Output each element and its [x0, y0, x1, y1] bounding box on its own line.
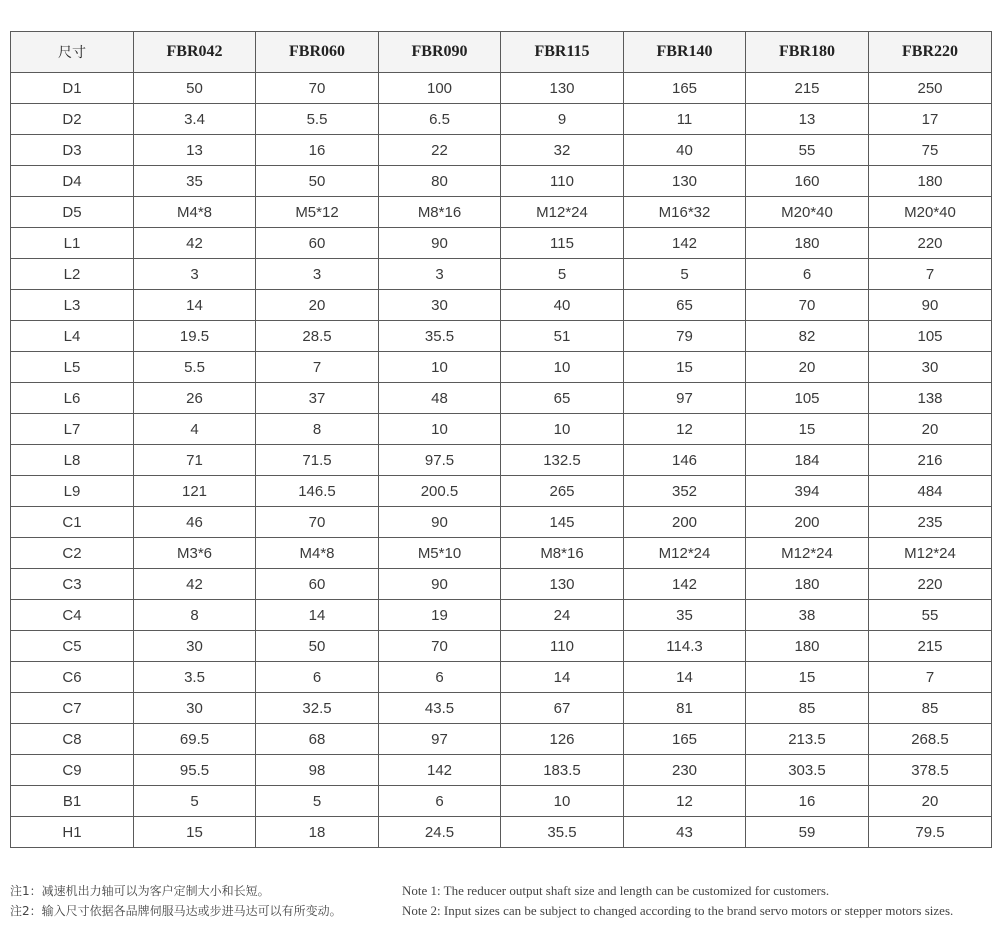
table-cell: 145 [501, 507, 624, 538]
note-en-2: Note 2: Input sizes can be subject to changed according to the brand servo motors or stepper motors sizes. [402, 903, 954, 918]
table-cell: 3 [379, 259, 501, 290]
table-body [11, 73, 992, 848]
table-cell: 142 [624, 228, 746, 259]
table-cell: 200.5 [379, 476, 501, 507]
table-cell: M12*24 [746, 538, 869, 569]
table-cell: 16 [746, 786, 869, 817]
table-cell: 65 [501, 383, 624, 414]
table-cell: 51 [501, 321, 624, 352]
table-cell: 180 [746, 228, 869, 259]
table-cell: 98 [256, 755, 379, 786]
table-cell: 352 [624, 476, 746, 507]
table-cell: 10 [379, 352, 501, 383]
header-model: FBR220 [869, 32, 992, 73]
table-cell: 3.4 [134, 104, 256, 135]
table-cell: 213.5 [746, 724, 869, 755]
header-dimension: 尺寸 [11, 32, 134, 73]
row-label: D5 [11, 197, 134, 228]
table-cell: 19.5 [134, 321, 256, 352]
table-cell: 138 [869, 383, 992, 414]
table-cell: 100 [379, 73, 501, 104]
table-cell: 146.5 [256, 476, 379, 507]
table-cell: 303.5 [746, 755, 869, 786]
table-cell: M8*16 [379, 197, 501, 228]
table-cell: 90 [379, 569, 501, 600]
table-cell: 250 [869, 73, 992, 104]
notes-english [402, 881, 953, 921]
table-cell: M5*10 [379, 538, 501, 569]
table-cell: 230 [624, 755, 746, 786]
table-cell: 9 [501, 104, 624, 135]
table-cell: 142 [379, 755, 501, 786]
table-cell: 121 [134, 476, 256, 507]
table-cell: 65 [624, 290, 746, 321]
table-cell: 5 [134, 786, 256, 817]
row-label: C2 [11, 538, 134, 569]
table-cell: 12 [624, 414, 746, 445]
table-cell: 43 [624, 817, 746, 848]
table-row [11, 290, 992, 321]
row-label: C5 [11, 631, 134, 662]
table-cell: 105 [746, 383, 869, 414]
row-label: L6 [11, 383, 134, 414]
table-cell: 130 [501, 73, 624, 104]
row-label: L7 [11, 414, 134, 445]
table-cell: 10 [379, 414, 501, 445]
table-cell: 17 [869, 104, 992, 135]
table-cell: 220 [869, 228, 992, 259]
table-cell: M4*8 [134, 197, 256, 228]
table-cell: M3*6 [134, 538, 256, 569]
row-label: C3 [11, 569, 134, 600]
table-cell: 50 [134, 73, 256, 104]
table-cell: 38 [746, 600, 869, 631]
table-cell: 55 [746, 135, 869, 166]
table-cell: 35.5 [501, 817, 624, 848]
table-cell: 71.5 [256, 445, 379, 476]
header-model: FBR090 [379, 32, 501, 73]
header-model: FBR042 [134, 32, 256, 73]
table-cell: 20 [869, 414, 992, 445]
notes-chinese [10, 881, 342, 921]
table-cell: 5.5 [256, 104, 379, 135]
table-row [11, 228, 992, 259]
table-row [11, 135, 992, 166]
table-cell: 10 [501, 786, 624, 817]
table-cell: 24 [501, 600, 624, 631]
note-en-1: Note 1: The reducer output shaft size and length can be customized for customers. [402, 883, 830, 898]
table-cell: 42 [134, 228, 256, 259]
table-cell: 10 [501, 414, 624, 445]
table-row [11, 259, 992, 290]
row-label: B1 [11, 786, 134, 817]
table-cell: 8 [134, 600, 256, 631]
table-cell: 15 [134, 817, 256, 848]
table-cell: 15 [624, 352, 746, 383]
row-label: L1 [11, 228, 134, 259]
table-cell: 82 [746, 321, 869, 352]
dimension-table [10, 31, 992, 848]
table-cell: 146 [624, 445, 746, 476]
table-cell: 142 [624, 569, 746, 600]
row-label: H1 [11, 817, 134, 848]
table-cell: 67 [501, 693, 624, 724]
table-cell: 30 [869, 352, 992, 383]
table-cell: 69.5 [134, 724, 256, 755]
table-cell: 7 [869, 662, 992, 693]
row-label: D4 [11, 166, 134, 197]
row-label: L8 [11, 445, 134, 476]
table-cell: 3.5 [134, 662, 256, 693]
row-label: C7 [11, 693, 134, 724]
table-cell: 180 [746, 631, 869, 662]
table-row [11, 197, 992, 228]
table-row [11, 507, 992, 538]
table-cell: 184 [746, 445, 869, 476]
table-cell: 20 [746, 352, 869, 383]
table-cell: 35 [134, 166, 256, 197]
table-cell: 180 [746, 569, 869, 600]
table-cell: 5 [501, 259, 624, 290]
table-row [11, 73, 992, 104]
table-cell: M12*24 [624, 538, 746, 569]
table-cell: 60 [256, 569, 379, 600]
table-row [11, 724, 992, 755]
table-cell: 97 [379, 724, 501, 755]
table-cell: 28.5 [256, 321, 379, 352]
table-cell: 14 [134, 290, 256, 321]
table-cell: 30 [134, 631, 256, 662]
table-cell: 70 [379, 631, 501, 662]
table-row [11, 662, 992, 693]
table-cell: 268.5 [869, 724, 992, 755]
row-label: D1 [11, 73, 134, 104]
table-cell: 24.5 [379, 817, 501, 848]
table-cell: 14 [501, 662, 624, 693]
table-cell: 6 [746, 259, 869, 290]
table-cell: 5.5 [134, 352, 256, 383]
table-cell: 16 [256, 135, 379, 166]
row-label: C8 [11, 724, 134, 755]
table-cell: 165 [624, 724, 746, 755]
table-cell: 79 [624, 321, 746, 352]
table-cell: 110 [501, 166, 624, 197]
table-cell: 80 [379, 166, 501, 197]
table-cell: 46 [134, 507, 256, 538]
table-cell: 95.5 [134, 755, 256, 786]
table-row [11, 166, 992, 197]
table-cell: 70 [746, 290, 869, 321]
table-cell: 19 [379, 600, 501, 631]
table-cell: 50 [256, 631, 379, 662]
header-model: FBR060 [256, 32, 379, 73]
table-cell: 90 [869, 290, 992, 321]
note-cn-1: 注1：减速机出力轴可以为客户定制大小和长短。 [10, 884, 270, 898]
table-cell: 15 [746, 662, 869, 693]
table-row [11, 786, 992, 817]
table-cell: 81 [624, 693, 746, 724]
header-model: FBR115 [501, 32, 624, 73]
table-row [11, 352, 992, 383]
table-row [11, 693, 992, 724]
table-cell: 11 [624, 104, 746, 135]
table-cell: 59 [746, 817, 869, 848]
table-cell: 4 [134, 414, 256, 445]
table-cell: 12 [624, 786, 746, 817]
table-row [11, 817, 992, 848]
table-row [11, 383, 992, 414]
row-label: L3 [11, 290, 134, 321]
table-cell: 215 [869, 631, 992, 662]
table-cell: 85 [746, 693, 869, 724]
table-header [11, 32, 992, 73]
row-label: D3 [11, 135, 134, 166]
row-label: L9 [11, 476, 134, 507]
table-cell: 60 [256, 228, 379, 259]
table-cell: M20*40 [869, 197, 992, 228]
table-cell: 70 [256, 507, 379, 538]
table-cell: 14 [624, 662, 746, 693]
table-cell: M12*24 [869, 538, 992, 569]
table-cell: M12*24 [501, 197, 624, 228]
table-cell: 32 [501, 135, 624, 166]
table-cell: 22 [379, 135, 501, 166]
table-cell: 35.5 [379, 321, 501, 352]
table-row [11, 600, 992, 631]
table-cell: 55 [869, 600, 992, 631]
table-cell: M4*8 [256, 538, 379, 569]
table-cell: M16*32 [624, 197, 746, 228]
table-cell: 50 [256, 166, 379, 197]
table-cell: 6 [379, 662, 501, 693]
table-cell: 378.5 [869, 755, 992, 786]
table-row [11, 414, 992, 445]
table-cell: M5*12 [256, 197, 379, 228]
table-cell: 114.3 [624, 631, 746, 662]
table-cell: 70 [256, 73, 379, 104]
table-cell: 97.5 [379, 445, 501, 476]
table-row [11, 476, 992, 507]
table-cell: 5 [624, 259, 746, 290]
table-cell: 35 [624, 600, 746, 631]
table-cell: 14 [256, 600, 379, 631]
header-row [11, 32, 992, 73]
table-cell: 220 [869, 569, 992, 600]
table-cell: 85 [869, 693, 992, 724]
table-cell: 180 [869, 166, 992, 197]
table-cell: 115 [501, 228, 624, 259]
table-cell: 71 [134, 445, 256, 476]
table-cell: 97 [624, 383, 746, 414]
table-cell: 75 [869, 135, 992, 166]
table-cell: 216 [869, 445, 992, 476]
table-cell: 48 [379, 383, 501, 414]
table-cell: 6 [379, 786, 501, 817]
row-label: C9 [11, 755, 134, 786]
note-cn-2: 注2：输入尺寸依据各品牌伺服马达或步进马达可以有所变动。 [10, 904, 342, 918]
table-cell: 5 [256, 786, 379, 817]
table-cell: 6.5 [379, 104, 501, 135]
row-label: C1 [11, 507, 134, 538]
table-row [11, 569, 992, 600]
table-cell: 160 [746, 166, 869, 197]
table-cell: 90 [379, 507, 501, 538]
table-cell: 40 [501, 290, 624, 321]
row-label: L4 [11, 321, 134, 352]
table-cell: 30 [134, 693, 256, 724]
row-label: D2 [11, 104, 134, 135]
table-cell: 130 [624, 166, 746, 197]
table-cell: 20 [256, 290, 379, 321]
header-model: FBR180 [746, 32, 869, 73]
table-cell: 105 [869, 321, 992, 352]
table-cell: 130 [501, 569, 624, 600]
row-label: C4 [11, 600, 134, 631]
table-cell: 126 [501, 724, 624, 755]
table-cell: 110 [501, 631, 624, 662]
table-cell: 26 [134, 383, 256, 414]
table-cell: 215 [746, 73, 869, 104]
table-cell: 32.5 [256, 693, 379, 724]
table-row [11, 104, 992, 135]
table-cell: M8*16 [501, 538, 624, 569]
table-cell: 37 [256, 383, 379, 414]
table-cell: 132.5 [501, 445, 624, 476]
table-cell: 165 [624, 73, 746, 104]
table-row [11, 321, 992, 352]
table-cell: 13 [746, 104, 869, 135]
table-row [11, 755, 992, 786]
table-cell: 7 [256, 352, 379, 383]
table-cell: 200 [746, 507, 869, 538]
table-cell: 8 [256, 414, 379, 445]
table-cell: 68 [256, 724, 379, 755]
table-cell: 3 [256, 259, 379, 290]
table-cell: 42 [134, 569, 256, 600]
table-cell: 7 [869, 259, 992, 290]
table-cell: 484 [869, 476, 992, 507]
row-label: L2 [11, 259, 134, 290]
table-cell: 235 [869, 507, 992, 538]
table-row [11, 538, 992, 569]
table-cell: 10 [501, 352, 624, 383]
row-label: C6 [11, 662, 134, 693]
table-cell: 40 [624, 135, 746, 166]
table-cell: 18 [256, 817, 379, 848]
table-cell: 265 [501, 476, 624, 507]
table-row [11, 631, 992, 662]
table-cell: M20*40 [746, 197, 869, 228]
table-cell: 3 [134, 259, 256, 290]
table-cell: 13 [134, 135, 256, 166]
table-cell: 183.5 [501, 755, 624, 786]
table-cell: 43.5 [379, 693, 501, 724]
table-cell: 200 [624, 507, 746, 538]
table-row [11, 445, 992, 476]
table-cell: 394 [746, 476, 869, 507]
table-cell: 20 [869, 786, 992, 817]
table-cell: 79.5 [869, 817, 992, 848]
table-cell: 15 [746, 414, 869, 445]
table-cell: 6 [256, 662, 379, 693]
header-model: FBR140 [624, 32, 746, 73]
table-cell: 30 [379, 290, 501, 321]
table-cell: 90 [379, 228, 501, 259]
row-label: L5 [11, 352, 134, 383]
